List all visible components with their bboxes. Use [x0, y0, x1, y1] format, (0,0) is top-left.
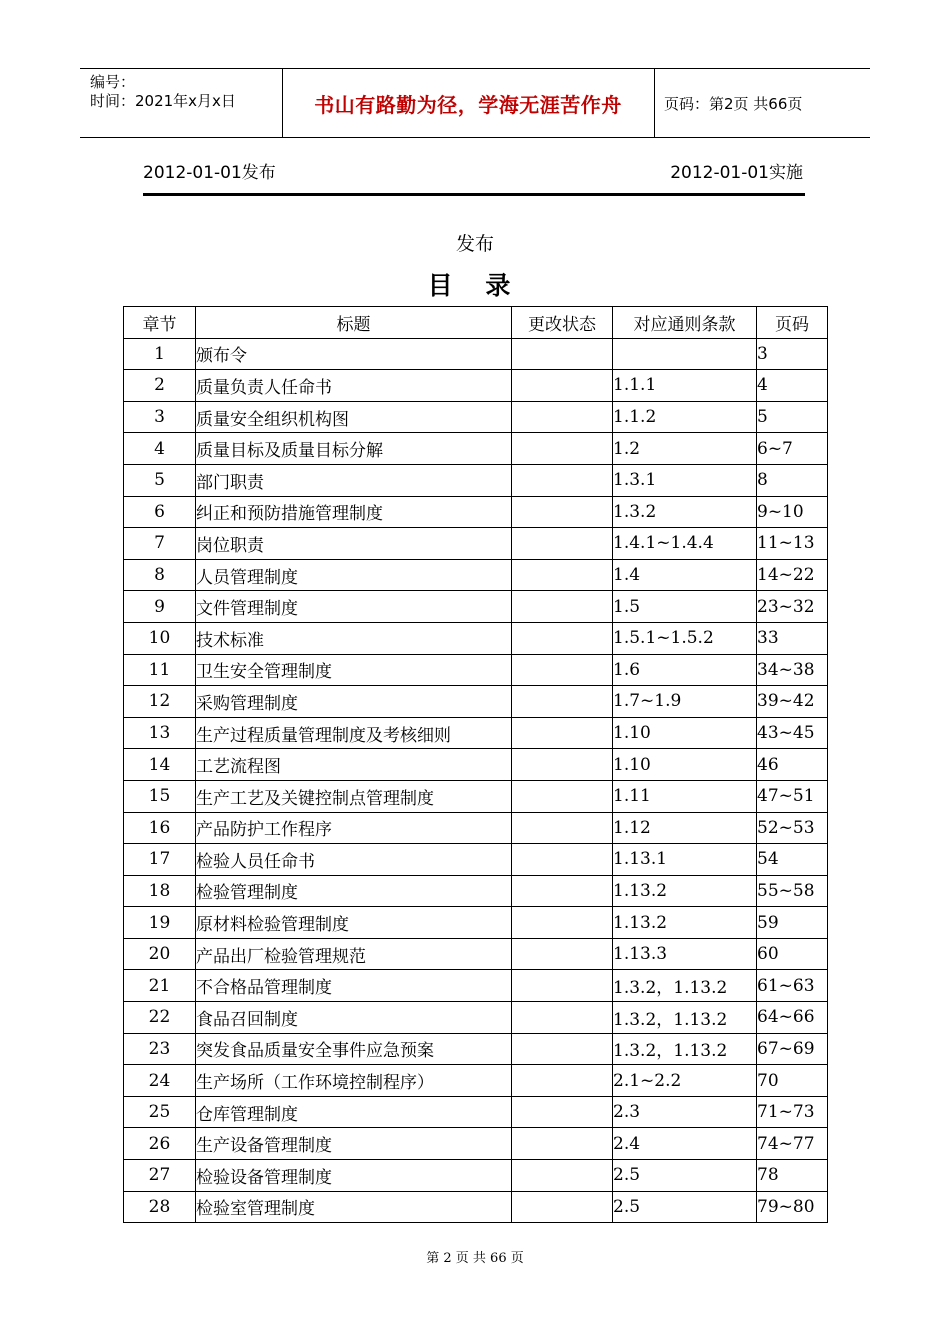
chapter-cell: 25 — [124, 1096, 196, 1128]
chapter-cell: 15 — [124, 780, 196, 812]
change-status-cell — [512, 686, 613, 718]
chapter-cell: 5 — [124, 464, 196, 496]
change-status-cell — [512, 1096, 613, 1128]
table-row — [124, 1191, 828, 1223]
chapter-cell: 16 — [124, 812, 196, 844]
change-status-cell — [512, 1128, 613, 1160]
table-row — [124, 1065, 828, 1097]
change-status-cell — [512, 812, 613, 844]
page-cell: 54 — [757, 844, 828, 876]
chapter-cell: 27 — [124, 1160, 196, 1192]
clause-cell: 1.3.2，1.13.2 — [613, 1002, 757, 1034]
title-cell: 技术标准 — [196, 622, 512, 654]
clause-cell: 2.3 — [613, 1096, 757, 1128]
change-status-cell — [512, 1065, 613, 1097]
page-cell: 6~7 — [757, 433, 828, 465]
table-row — [124, 1096, 828, 1128]
clause-cell: 1.10 — [613, 717, 757, 749]
page-cell: 9~10 — [757, 496, 828, 528]
chapter-cell: 7 — [124, 528, 196, 560]
chapter-cell: 23 — [124, 1033, 196, 1065]
title-cell: 采购管理制度 — [196, 686, 512, 718]
clause-cell: 1.10 — [613, 749, 757, 781]
clause-cell: 1.13.2 — [613, 875, 757, 907]
chapter-cell: 8 — [124, 559, 196, 591]
change-status-cell — [512, 907, 613, 939]
change-status-cell — [512, 370, 613, 402]
table-row — [124, 370, 828, 402]
title-cell: 检验设备管理制度 — [196, 1160, 512, 1192]
chapter-cell: 6 — [124, 496, 196, 528]
title-cell: 仓库管理制度 — [196, 1096, 512, 1128]
chapter-cell: 28 — [124, 1191, 196, 1223]
toc-header-row — [124, 307, 828, 339]
publish-date: 2012-01-01发布 — [143, 163, 276, 183]
title-cell: 检验人员任命书 — [196, 844, 512, 876]
date-line — [143, 158, 803, 184]
table-row — [124, 780, 828, 812]
page-cell: 33 — [757, 622, 828, 654]
header-motto: 书山有路勤为径，学海无涯苦作舟 — [314, 92, 622, 117]
title-cell: 纠正和预防措施管理制度 — [196, 496, 512, 528]
chapter-cell: 26 — [124, 1128, 196, 1160]
table-row — [124, 875, 828, 907]
header-change-status: 更改状态 — [512, 307, 613, 339]
clause-cell: 2.5 — [613, 1160, 757, 1192]
title-cell: 原材料检验管理制度 — [196, 907, 512, 939]
table-row — [124, 812, 828, 844]
table-row — [124, 1160, 828, 1192]
chapter-cell: 19 — [124, 907, 196, 939]
page-cell: 39~42 — [757, 686, 828, 718]
change-status-cell — [512, 875, 613, 907]
header-divider — [654, 69, 655, 137]
title-cell: 颁布令 — [196, 338, 512, 370]
change-status-cell — [512, 938, 613, 970]
clause-cell: 1.4.1~1.4.4 — [613, 528, 757, 560]
page-cell: 8 — [757, 464, 828, 496]
change-status-cell — [512, 559, 613, 591]
toc-title: 目 录 — [427, 271, 523, 300]
page-cell: 74~77 — [757, 1128, 828, 1160]
change-status-cell — [512, 1002, 613, 1034]
title-cell: 质量安全组织机构图 — [196, 401, 512, 433]
clause-cell: 1.7~1.9 — [613, 686, 757, 718]
page-cell: 34~38 — [757, 654, 828, 686]
chapter-cell: 17 — [124, 844, 196, 876]
title-cell: 质量负责人任命书 — [196, 370, 512, 402]
clause-cell: 1.6 — [613, 654, 757, 686]
chapter-cell: 12 — [124, 686, 196, 718]
page-cell: 43~45 — [757, 717, 828, 749]
table-row — [124, 717, 828, 749]
title-cell: 产品出厂检验管理规范 — [196, 938, 512, 970]
change-status-cell — [512, 780, 613, 812]
clause-cell: 1.5 — [613, 591, 757, 623]
page-cell: 61~63 — [757, 970, 828, 1002]
page-cell: 47~51 — [757, 780, 828, 812]
page-cell: 3 — [757, 338, 828, 370]
title-cell: 产品防护工作程序 — [196, 812, 512, 844]
clause-cell: 2.4 — [613, 1128, 757, 1160]
toc-table — [123, 306, 828, 1223]
page-cell: 55~58 — [757, 875, 828, 907]
change-status-cell — [512, 1191, 613, 1223]
title-cell: 食品召回制度 — [196, 1002, 512, 1034]
document-time-label: 时间：2021年x月x日 — [90, 92, 236, 110]
table-row — [124, 401, 828, 433]
page-cell: 11~13 — [757, 528, 828, 560]
chapter-cell: 13 — [124, 717, 196, 749]
clause-cell: 1.13.1 — [613, 844, 757, 876]
change-status-cell — [512, 749, 613, 781]
change-status-cell — [512, 496, 613, 528]
page-cell: 52~53 — [757, 812, 828, 844]
change-status-cell — [512, 654, 613, 686]
chapter-cell: 14 — [124, 749, 196, 781]
clause-cell: 2.1~2.2 — [613, 1065, 757, 1097]
table-row — [124, 938, 828, 970]
change-status-cell — [512, 622, 613, 654]
clause-cell: 1.1.2 — [613, 401, 757, 433]
header-clause: 对应通则条款 — [613, 307, 757, 339]
title-cell: 卫生安全管理制度 — [196, 654, 512, 686]
page-cell: 71~73 — [757, 1096, 828, 1128]
page-cell: 4 — [757, 370, 828, 402]
table-row — [124, 464, 828, 496]
clause-cell: 1.13.3 — [613, 938, 757, 970]
change-status-cell — [512, 464, 613, 496]
table-row — [124, 591, 828, 623]
change-status-cell — [512, 401, 613, 433]
header-page: 页码 — [757, 307, 828, 339]
title-cell: 部门职责 — [196, 464, 512, 496]
table-row — [124, 433, 828, 465]
chapter-cell: 18 — [124, 875, 196, 907]
clause-cell: 1.1.1 — [613, 370, 757, 402]
chapter-cell: 24 — [124, 1065, 196, 1097]
table-row — [124, 559, 828, 591]
table-row — [124, 844, 828, 876]
title-cell: 检验室管理制度 — [196, 1191, 512, 1223]
change-status-cell — [512, 1033, 613, 1065]
effective-date: 2012-01-01实施 — [670, 163, 803, 183]
clause-cell: 1.4 — [613, 559, 757, 591]
change-status-cell — [512, 433, 613, 465]
title-cell: 生产工艺及关键控制点管理制度 — [196, 780, 512, 812]
chapter-cell: 9 — [124, 591, 196, 623]
clause-cell: 1.12 — [613, 812, 757, 844]
header-chapter: 章节 — [124, 307, 196, 339]
chapter-cell: 22 — [124, 1002, 196, 1034]
chapter-cell: 21 — [124, 970, 196, 1002]
table-row — [124, 1002, 828, 1034]
chapter-cell: 3 — [124, 401, 196, 433]
page-cell: 70 — [757, 1065, 828, 1097]
clause-cell: 1.13.2 — [613, 907, 757, 939]
table-row — [124, 338, 828, 370]
change-status-cell — [512, 970, 613, 1002]
page-cell: 59 — [757, 907, 828, 939]
page-cell: 46 — [757, 749, 828, 781]
toc-body — [124, 338, 828, 1223]
chapter-cell: 10 — [124, 622, 196, 654]
clause-cell: 1.2 — [613, 433, 757, 465]
clause-cell: 1.3.2 — [613, 496, 757, 528]
header-title: 标题 — [196, 307, 512, 339]
clause-cell: 1.11 — [613, 780, 757, 812]
document-header — [80, 68, 870, 138]
document-number-label: 编号： — [90, 73, 136, 91]
change-status-cell — [512, 338, 613, 370]
title-cell: 生产过程质量管理制度及考核细则 — [196, 717, 512, 749]
table-row — [124, 528, 828, 560]
title-cell: 人员管理制度 — [196, 559, 512, 591]
header-meta — [90, 73, 236, 111]
page-cell: 60 — [757, 938, 828, 970]
table-row — [124, 622, 828, 654]
chapter-cell: 1 — [124, 338, 196, 370]
table-row — [124, 907, 828, 939]
table-row — [124, 970, 828, 1002]
change-status-cell — [512, 591, 613, 623]
title-cell: 突发食品质量安全事件应急预案 — [196, 1033, 512, 1065]
table-row — [124, 749, 828, 781]
table-row — [124, 1033, 828, 1065]
page-cell: 78 — [757, 1160, 828, 1192]
page-cell: 79~80 — [757, 1191, 828, 1223]
table-row — [124, 496, 828, 528]
chapter-cell: 2 — [124, 370, 196, 402]
clause-cell: 2.5 — [613, 1191, 757, 1223]
publish-heading: 发布 — [455, 233, 494, 255]
change-status-cell — [512, 1160, 613, 1192]
change-status-cell — [512, 528, 613, 560]
page-cell: 64~66 — [757, 1002, 828, 1034]
clause-cell — [613, 338, 757, 370]
title-cell: 不合格品管理制度 — [196, 970, 512, 1002]
clause-cell: 1.3.2，1.13.2 — [613, 1033, 757, 1065]
header-page-info: 页码：第2页 共66页 — [664, 94, 803, 113]
page-cell: 5 — [757, 401, 828, 433]
table-row — [124, 686, 828, 718]
title-cell: 工艺流程图 — [196, 749, 512, 781]
clause-cell: 1.5.1~1.5.2 — [613, 622, 757, 654]
chapter-cell: 20 — [124, 938, 196, 970]
horizontal-rule — [143, 193, 805, 196]
page-cell: 67~69 — [757, 1033, 828, 1065]
title-cell: 检验管理制度 — [196, 875, 512, 907]
page-cell: 23~32 — [757, 591, 828, 623]
table-row — [124, 1128, 828, 1160]
chapter-cell: 11 — [124, 654, 196, 686]
change-status-cell — [512, 844, 613, 876]
clause-cell: 1.3.2，1.13.2 — [613, 970, 757, 1002]
table-row — [124, 654, 828, 686]
change-status-cell — [512, 717, 613, 749]
title-cell: 文件管理制度 — [196, 591, 512, 623]
page-cell: 14~22 — [757, 559, 828, 591]
title-cell: 岗位职责 — [196, 528, 512, 560]
page-footer: 第 2 页 共 66 页 — [426, 1251, 524, 1266]
title-cell: 质量目标及质量目标分解 — [196, 433, 512, 465]
title-cell: 生产场所（工作环境控制程序） — [196, 1065, 512, 1097]
title-cell: 生产设备管理制度 — [196, 1128, 512, 1160]
chapter-cell: 4 — [124, 433, 196, 465]
clause-cell: 1.3.1 — [613, 464, 757, 496]
